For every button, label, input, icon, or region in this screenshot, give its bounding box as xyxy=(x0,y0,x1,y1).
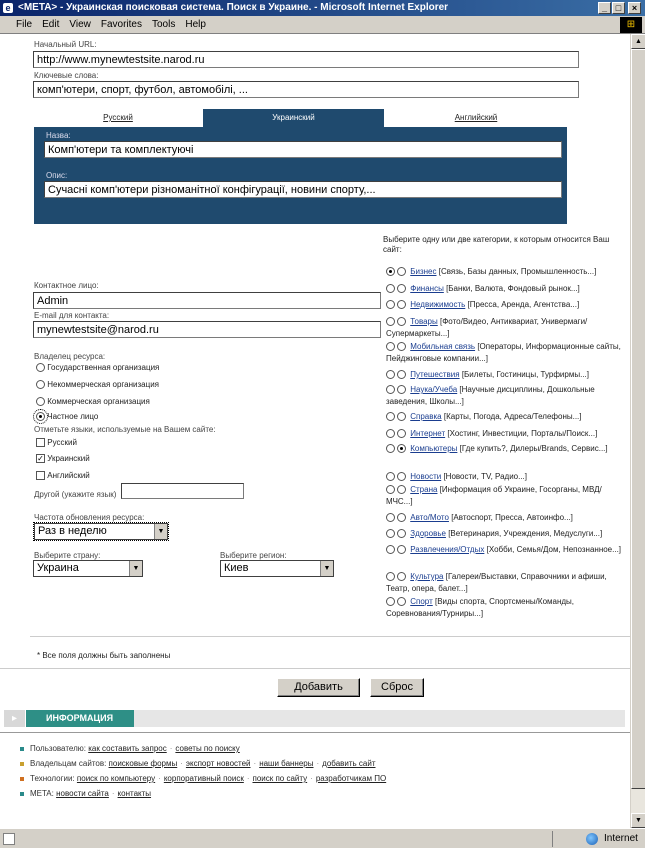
category-radio-primary[interactable] xyxy=(386,597,395,606)
category-link[interactable]: Товары xyxy=(410,317,438,326)
category-radio-primary[interactable] xyxy=(386,412,395,421)
globe-icon xyxy=(586,833,598,845)
category-description: [Галереи/Выставки, Справочники и афиши, Театр, опера, балет...] xyxy=(386,572,607,593)
other-language-input[interactable] xyxy=(121,483,244,499)
category-description: [Новости, TV, Радио...] xyxy=(443,472,528,481)
info-link[interactable]: разработчикам ПО xyxy=(315,774,387,783)
ie-logo-icon: e xyxy=(3,3,13,13)
chevron-down-icon: ▼ xyxy=(320,561,333,576)
category-radio-secondary[interactable] xyxy=(397,342,406,351)
contact-input[interactable]: Admin xyxy=(33,292,381,309)
zone-label: Internet xyxy=(604,833,638,844)
category-description: [Хостинг, Инвестиции, Порталы/Поиск...] xyxy=(447,429,598,438)
email-input[interactable]: mynewtestsite@narod.ru xyxy=(33,321,381,338)
category-description: [Операторы, Информационные сайты, Пейджинговые компании...] xyxy=(386,342,621,363)
info-row-label: Пользователю: xyxy=(30,744,86,753)
page-icon xyxy=(3,833,15,845)
category-item xyxy=(386,544,626,556)
frequency-label: Частота обновления ресурса: xyxy=(34,513,145,522)
info-row xyxy=(20,789,151,798)
info-link[interactable]: поисковые формы xyxy=(108,759,178,768)
owner-option-label: Коммерческая организация xyxy=(47,397,150,406)
category-item xyxy=(386,571,626,595)
category-description: [Ветеринария, Учреждения, Медуслуги...] xyxy=(448,529,603,538)
category-link[interactable]: Недвижимость xyxy=(410,300,466,309)
owner-label: Владелец ресурса: xyxy=(34,352,106,361)
category-radio-secondary[interactable] xyxy=(397,385,406,394)
category-description: [Виды спорта, Спортсмены/Команды, Соревнования/Турниры...] xyxy=(386,597,575,618)
language-ukrainian[interactable] xyxy=(36,454,90,463)
category-link[interactable]: Путешествия xyxy=(410,370,460,379)
divider xyxy=(30,636,630,637)
category-item xyxy=(386,341,626,365)
country-select[interactable] xyxy=(33,560,143,577)
close-button[interactable]: × xyxy=(628,2,641,14)
start-url-label: Начальный URL: xyxy=(34,40,97,49)
category-radio-secondary[interactable] xyxy=(397,485,406,494)
language-label: Русский xyxy=(47,438,77,447)
status-bar xyxy=(0,828,645,848)
category-description: [Карты, Погода, Адреса/Телефоны...] xyxy=(443,412,582,421)
category-item xyxy=(386,484,626,508)
category-radio-secondary[interactable] xyxy=(397,572,406,581)
info-link[interactable]: наши баннеры xyxy=(259,759,314,768)
category-description: [Научные дисциплины, Дошкольные заведения, Школы...] xyxy=(386,385,595,406)
owner-radio-state[interactable] xyxy=(36,363,45,372)
category-link[interactable]: Справка xyxy=(410,412,442,421)
required-note: * Все поля должны быть заполнены xyxy=(37,651,171,660)
scroll-up-icon[interactable]: ▲ xyxy=(631,34,645,49)
description-input[interactable]: Сучасні комп'ютери різноманітної конфігурації, новини спорту,... xyxy=(44,181,562,198)
info-link[interactable]: новости сайта xyxy=(56,789,109,798)
category-radio-secondary[interactable] xyxy=(397,370,406,379)
category-radio-primary[interactable] xyxy=(386,284,395,293)
owner-radio-nonprofit[interactable] xyxy=(36,380,45,389)
info-link[interactable]: корпоративный поиск xyxy=(163,774,244,783)
category-item xyxy=(386,471,626,483)
chevron-down-icon: ▼ xyxy=(129,561,142,576)
category-item xyxy=(386,411,626,423)
frequency-select[interactable] xyxy=(34,523,168,540)
frequency-value: Раз в неделю xyxy=(38,525,107,537)
owner-option-label: Некоммерческая организация xyxy=(47,380,159,389)
divider xyxy=(0,668,630,669)
separator: · xyxy=(111,789,115,798)
owner-radio-commercial[interactable] xyxy=(36,397,45,406)
categories-label: Выберите одну или две категории, к которым относится Ваш сайт: xyxy=(383,235,610,254)
owner-option-private[interactable] xyxy=(36,412,98,421)
category-radio-secondary[interactable] xyxy=(397,412,406,421)
divider xyxy=(552,831,553,847)
separator: · xyxy=(246,774,250,783)
category-description: [Билеты, Гостиницы, Турфирмы...] xyxy=(461,370,589,379)
tab-ukrainian[interactable]: Украинский xyxy=(203,109,384,127)
description-label: Опис: xyxy=(46,171,68,180)
country-label: Выберите страну: xyxy=(34,551,101,560)
category-radio-secondary[interactable] xyxy=(397,529,406,538)
category-radio-secondary[interactable] xyxy=(397,267,406,276)
info-row xyxy=(20,774,386,783)
category-radio-primary[interactable] xyxy=(386,342,395,351)
menu-bar xyxy=(0,16,645,34)
category-radio-primary[interactable] xyxy=(386,529,395,538)
menu-help[interactable]: Help xyxy=(185,19,206,30)
menu-tools[interactable]: Tools xyxy=(151,19,176,30)
category-description: [Банки, Валюта, Фондовый рынок...] xyxy=(446,284,580,293)
info-row xyxy=(20,744,240,753)
separator: · xyxy=(158,774,161,783)
category-item xyxy=(386,596,626,620)
category-link[interactable]: Компьютеры xyxy=(410,444,458,453)
language-russian[interactable] xyxy=(36,438,77,447)
separator: · xyxy=(310,774,313,783)
category-radio-primary[interactable] xyxy=(386,472,395,481)
window-title: <META> - Украинская поисковая система. Поиск в Украине. - Microsoft Internet Explorer xyxy=(18,2,449,13)
category-description: [Фото/Видео, Антиквариат, Универмаги/Супермаркеты...] xyxy=(386,317,588,338)
category-radio-primary[interactable] xyxy=(386,317,395,326)
separator: · xyxy=(169,744,173,753)
info-link[interactable]: контакты xyxy=(117,789,152,798)
category-radio-primary[interactable] xyxy=(386,545,395,554)
category-radio-primary[interactable] xyxy=(386,385,395,394)
category-link[interactable]: Здоровье xyxy=(410,529,446,538)
category-radio-primary[interactable] xyxy=(386,572,395,581)
add-button[interactable]: Добавить xyxy=(277,678,360,697)
language-checkbox-english[interactable] xyxy=(36,471,45,480)
chevron-down-icon: ▼ xyxy=(154,524,167,539)
category-link[interactable]: Финансы xyxy=(410,284,444,293)
category-link[interactable]: Новости xyxy=(410,472,442,481)
other-language-label: Другой (укажите язык) xyxy=(34,490,117,499)
category-description: [Информация об Украине, Госорганы, МВД/МЧС...] xyxy=(386,485,602,506)
owner-option-label: Частное лицо xyxy=(47,412,99,421)
category-radio-secondary[interactable] xyxy=(397,597,406,606)
language-english[interactable] xyxy=(36,471,90,480)
country-value: Украина xyxy=(37,562,79,574)
owner-option-state[interactable] xyxy=(36,363,159,372)
separator: · xyxy=(316,759,320,768)
region-select[interactable] xyxy=(220,560,334,577)
category-radio-secondary[interactable] xyxy=(397,513,406,522)
category-radio-secondary[interactable] xyxy=(397,429,406,438)
languages-label: Отметьте языки, используемые на Вашем сайте: xyxy=(34,425,216,434)
category-radio-secondary[interactable] xyxy=(397,472,406,481)
category-radio-primary[interactable] xyxy=(386,444,395,453)
category-radio-secondary[interactable] xyxy=(397,317,406,326)
language-label: Украинский xyxy=(47,454,90,463)
category-radio-secondary[interactable] xyxy=(397,545,406,554)
info-link[interactable]: советы по поиску xyxy=(175,744,240,753)
keywords-input[interactable]: комп'ютери, спорт, футбол, автомобілі, ... xyxy=(33,81,579,98)
category-link[interactable]: Мобильная связь xyxy=(410,342,476,351)
category-description: [Где купить?, Дилеры/Brands, Сервис...] xyxy=(459,444,608,453)
window-title-bar xyxy=(0,0,645,16)
info-link[interactable]: экспорт новостей xyxy=(185,759,251,768)
name-input[interactable]: Комп'ютери та комплектуючі xyxy=(44,141,562,158)
separator: · xyxy=(180,759,183,768)
category-description: [Пресса, Аренда, Агентства...] xyxy=(467,300,580,309)
category-description: [Автоспорт, Пресса, Автоинфо...] xyxy=(451,513,573,522)
language-checkbox-ukrainian[interactable]: ✓ xyxy=(37,454,44,464)
category-radio-secondary[interactable] xyxy=(397,300,406,309)
keywords-label: Ключевые слова: xyxy=(34,71,99,80)
category-item xyxy=(386,443,626,455)
scroll-thumb[interactable] xyxy=(631,49,645,789)
category-radio-primary[interactable] xyxy=(386,429,395,438)
vertical-scrollbar[interactable] xyxy=(630,34,645,828)
reset-button[interactable]: Сброс xyxy=(370,678,424,697)
info-row-label: META: xyxy=(30,789,54,798)
category-item xyxy=(386,428,626,440)
category-item xyxy=(386,299,626,311)
category-item xyxy=(386,369,626,381)
category-item xyxy=(386,266,626,278)
start-url-input[interactable]: http://www.mynewtestsite.narod.ru xyxy=(33,51,579,68)
category-item xyxy=(386,512,626,524)
minimize-button[interactable]: _ xyxy=(598,2,611,14)
category-link[interactable]: Интернет xyxy=(410,429,446,438)
tab-english[interactable]: Английский xyxy=(385,109,567,128)
separator: · xyxy=(253,759,257,768)
category-radio-primary[interactable] xyxy=(386,267,395,276)
bullet-icon xyxy=(20,747,24,751)
menu-edit[interactable]: Edit xyxy=(42,19,60,30)
category-description: [Связь, Базы данных, Промышленность...] xyxy=(438,267,597,276)
category-link[interactable]: Культура xyxy=(410,572,444,581)
bullet-icon xyxy=(20,762,24,766)
language-checkbox-russian[interactable] xyxy=(36,438,45,447)
maximize-button[interactable]: □ xyxy=(612,2,625,14)
menu-view[interactable]: View xyxy=(69,19,91,30)
owner-radio-private[interactable] xyxy=(36,412,45,421)
region-value: Киев xyxy=(224,562,249,574)
info-row-label: Технологии: xyxy=(30,774,75,783)
tab-russian[interactable]: Русский xyxy=(34,109,202,128)
email-label: E-mail для контакта: xyxy=(34,311,110,320)
scroll-down-icon[interactable]: ▼ xyxy=(631,813,645,828)
info-bar-fill xyxy=(134,710,625,727)
category-item xyxy=(386,528,626,540)
category-radio-primary[interactable] xyxy=(386,485,395,494)
name-label: Назва: xyxy=(46,131,71,140)
menu-favorites[interactable]: Favorites xyxy=(100,19,142,30)
category-radio-primary[interactable] xyxy=(386,513,395,522)
contact-label: Контактное лицо: xyxy=(34,281,99,290)
menu-file[interactable]: File xyxy=(16,19,33,30)
category-item xyxy=(386,316,626,340)
category-radio-primary[interactable] xyxy=(386,300,395,309)
category-radio-primary[interactable] xyxy=(386,370,395,379)
info-link[interactable]: поиск по сайту xyxy=(252,774,308,783)
category-link[interactable]: Развлечения/Отдых xyxy=(410,545,485,554)
category-description: [Хобби, Семья/Дом, Непознанное...] xyxy=(486,545,622,554)
windows-logo-icon: ⊞ xyxy=(620,17,642,33)
divider xyxy=(0,732,630,733)
category-link[interactable]: Спорт xyxy=(410,597,433,606)
category-link[interactable]: Страна xyxy=(410,485,438,494)
owner-option-nonprofit[interactable] xyxy=(36,380,159,389)
info-arrow-icon: ▸ xyxy=(4,710,25,727)
category-link[interactable]: Авто/Мото xyxy=(410,513,449,522)
bullet-icon xyxy=(20,777,24,781)
region-label: Выберите регион: xyxy=(220,551,287,560)
page-content xyxy=(0,34,630,828)
language-label: Английский xyxy=(47,471,90,480)
category-item xyxy=(386,283,626,295)
info-heading: ИНФОРМАЦИЯ xyxy=(26,710,134,727)
category-link[interactable]: Наука/Учеба xyxy=(410,385,458,394)
info-link[interactable]: поиск по компьютеру xyxy=(76,774,156,783)
info-link[interactable]: добавить сайт xyxy=(322,759,376,768)
owner-option-commercial[interactable] xyxy=(36,397,150,406)
owner-option-label: Государственная организация xyxy=(47,363,160,372)
category-item xyxy=(386,384,626,408)
info-row xyxy=(20,759,376,768)
bullet-icon xyxy=(20,792,24,796)
category-link[interactable]: Бизнес xyxy=(410,267,437,276)
category-radio-secondary[interactable] xyxy=(397,444,406,453)
category-radio-secondary[interactable] xyxy=(397,284,406,293)
info-row-label: Владельцам сайтов: xyxy=(30,759,107,768)
info-link[interactable]: как составить запрос xyxy=(88,744,167,753)
